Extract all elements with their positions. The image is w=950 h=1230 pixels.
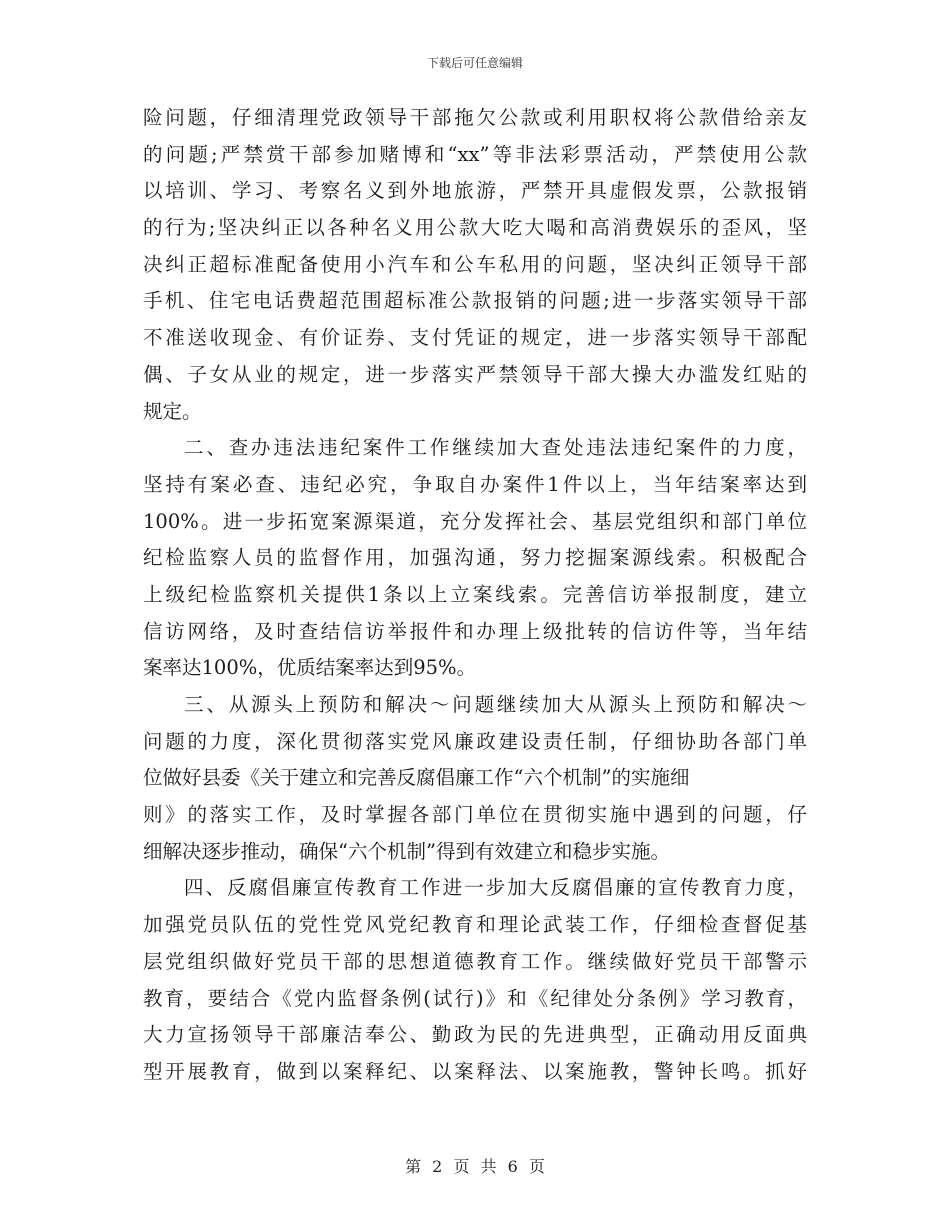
text-line: 100%。进一步拓宽案源渠道，充分发挥社会、基层党组织和部门单位	[143, 509, 807, 533]
text-line: 教育，要结合《党内监督条例(试行)》和《纪律处分条例》学习教育，	[143, 986, 807, 1010]
text-line: 偶、子女从业的规定，进一步落实严禁领导干部大操大办滥发红贴的	[143, 362, 807, 386]
paragraph-first-line: 三、从源头上预防和解决～问题继续加大从源头上预防和解决～	[184, 693, 807, 716]
document-body	[143, 100, 807, 1091]
text-line: 信访网络，及时查结信访举报件和办理上级批转的信访件等，当年结	[143, 619, 807, 643]
text-line: 层党组织做好党员干部的思想道德教育工作。继续做好党员干部警示	[143, 949, 807, 973]
text-line: 坚持有案必查、违纪必究，争取自办案件1件以上，当年结案率达到	[143, 472, 807, 496]
text-line: 细解决逐步推动，确保“六个机制”得到有效建立和稳步实施。	[143, 839, 670, 863]
text-line: 以培训、学习、考察名义到外地旅游，严禁开具虚假发票，公款报销	[143, 179, 807, 203]
text-line: 大力宣扬领导干部廉洁奉公、勤政为民的先进典型，正确动用反面典	[143, 1023, 807, 1047]
text-line: 问题的力度，深化贯彻落实党风廉政建设责任制，仔细协助各部门单	[143, 729, 807, 753]
paragraph-first-line: 四、反腐倡廉宣传教育工作进一步加大反腐倡廉的宣传教育力度，	[184, 876, 807, 900]
text-line: 规定。	[143, 399, 202, 423]
page-number: 第 2 页 共 6 页	[405, 1157, 545, 1176]
text-line: 不准送收现金、有价证券、支付凭证的规定，进一步落实领导干部配	[143, 326, 807, 350]
text-line: 的问题;严禁赏干部参加赌博和“xx”等非法彩票活动，严禁使用公款	[143, 142, 807, 166]
text-line: 位做好县委《关于建立和完善反腐倡廉工作“六个机制”的实施细	[143, 766, 690, 790]
text-line: 的行为;坚决纠正以各种名义用公款大吃大喝和高消费娱乐的歪风，坚	[143, 216, 807, 240]
text-line: 险问题，仔细清理党政领导干部拖欠公款或利用职权将公款借给亲友	[143, 106, 807, 129]
text-line: 案率达100%，优质结案率达到95%。	[143, 656, 477, 680]
text-line: 纪检监察人员的监督作用，加强沟通，努力挖掘案源线索。积极配合	[143, 546, 807, 570]
text-line: 型开展教育，做到以案释纪、以案释法、以案施教，警钟长鸣。抓好	[143, 1059, 807, 1083]
paragraph-first-line: 二、查办违法违纪案件工作继续加大查处违法违纪案件的力度，	[184, 436, 807, 460]
header-note: 下载后可任意编辑	[426, 56, 523, 70]
text-line: 则》的落实工作，及时掌握各部门单位在贯彻实施中遇到的问题，仔	[143, 803, 807, 827]
text-line: 加强党员队伍的党性党风党纪教育和理论武装工作，仔细检查督促基	[143, 913, 807, 937]
text-line: 上级纪检监察机关提供1条以上立案线索。完善信访举报制度，建立	[143, 582, 807, 606]
text-line: 手机、住宅电话费超范围超标准公款报销的问题;进一步落实领导干部	[143, 289, 807, 313]
text-line: 决纠正超标准配备使用小汽车和公车私用的问题，坚决纠正领导干部	[143, 252, 807, 276]
